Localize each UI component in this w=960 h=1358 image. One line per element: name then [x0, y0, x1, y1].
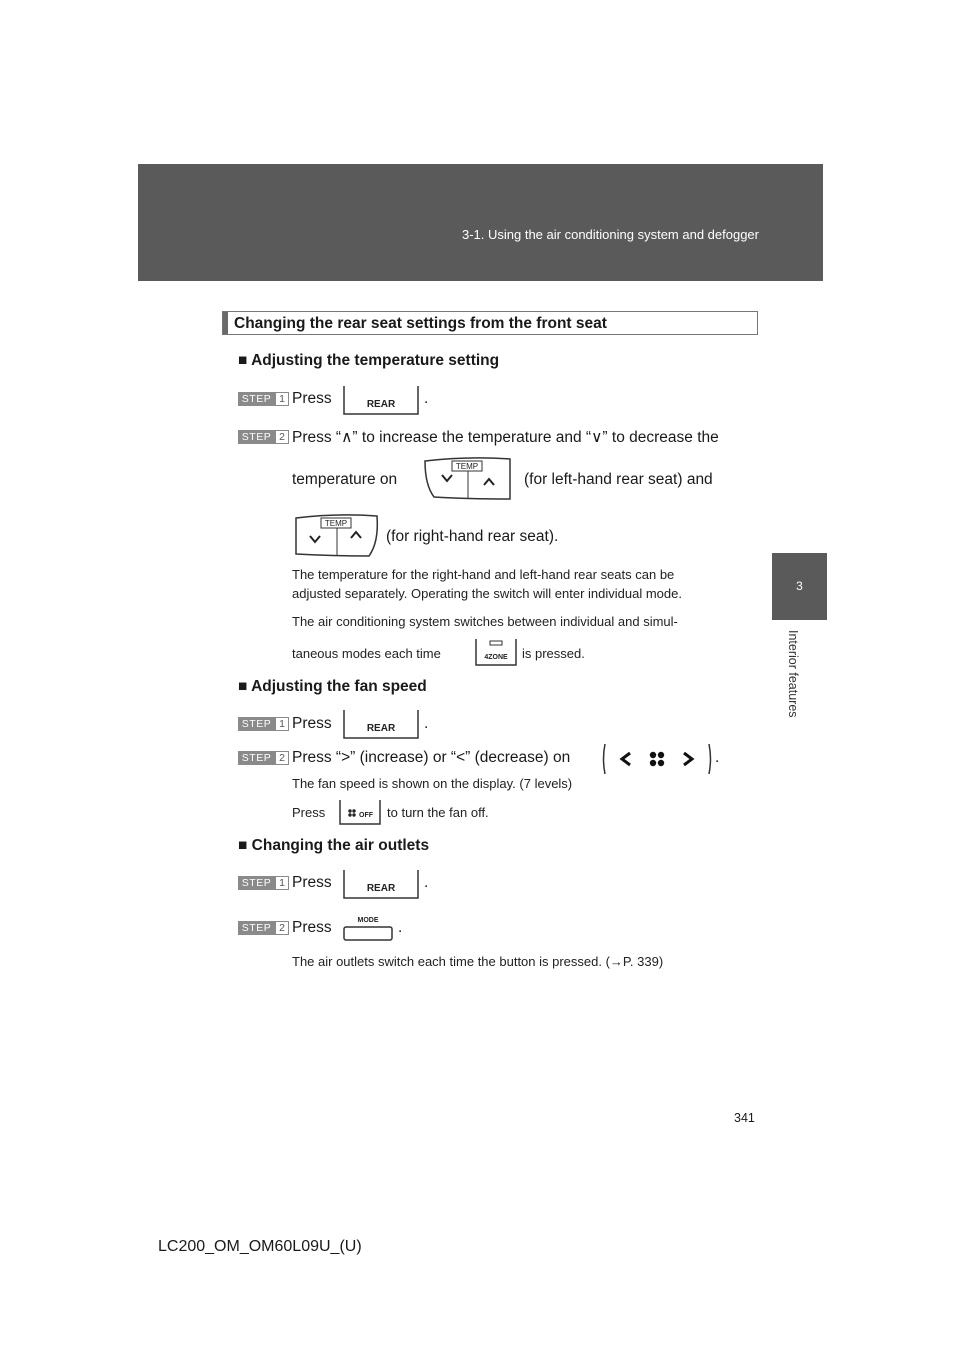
step-badge-word: STEP [238, 751, 275, 765]
fan-icon [650, 752, 664, 766]
temperature-heading: ■ Adjusting the temperature setting [238, 352, 500, 369]
fan-off-button-label: OFF [359, 812, 373, 819]
step-badge-number: 2 [275, 430, 289, 444]
temp-note1-line2: adjusted separately. Operating the switch will enter individual mode. [292, 586, 682, 601]
chapter-side-tab [772, 553, 827, 620]
chapter-header [138, 164, 823, 281]
fan-note2-press: Press [292, 805, 326, 820]
fan-note1: The fan speed is shown on the display. (7 levels) [292, 776, 573, 791]
left-temp-switch-icon [422, 455, 514, 503]
outlet-note: The air outlets switch each time the button is pressed. (→P. 339) [292, 954, 664, 969]
temp-note1-line1: The temperature for the right-hand and left-hand rear seats can be [292, 567, 675, 582]
rear-button-label: REAR [366, 723, 396, 734]
step-badge [238, 430, 289, 444]
temp-switch-label: TEMP [324, 519, 348, 528]
fan-off-button-icon [338, 798, 382, 826]
step-badge [238, 751, 289, 765]
section-title-bar [223, 312, 228, 334]
step-badge-word: STEP [238, 921, 275, 935]
step-badge-number: 1 [275, 717, 289, 731]
rear-button-label: REAR [366, 883, 396, 894]
step-badge-word: STEP [238, 392, 275, 406]
right-temp-switch-icon [293, 512, 381, 560]
temp-step2-line2a: temperature on [292, 471, 398, 488]
section-title-box [222, 311, 758, 335]
fan-note2-post: to turn the fan off. [387, 805, 489, 820]
chapter-side-label-text: Interior features [786, 630, 800, 718]
step-badge-number: 1 [275, 876, 289, 890]
four-zone-button-icon [474, 637, 518, 667]
step-badge [238, 392, 289, 406]
fan-step1-period: . [424, 715, 429, 732]
fan-speed-heading: ■ Adjusting the fan speed [238, 678, 427, 695]
four-zone-button-label: 4ZONE [484, 654, 508, 661]
air-outlets-heading: ■ Changing the air outlets [238, 837, 430, 854]
temp-step2-line3: (for right-hand rear seat). [386, 528, 559, 545]
fan-step2-period: . [715, 749, 720, 766]
chapter-header-title: 3-1. Using the air conditioning system and defogger [461, 227, 759, 242]
footer-code: LC200_OM_OM60L09U_(U) [158, 1238, 362, 1255]
outlet-step2-period: . [398, 919, 403, 936]
outlet-step1-period: . [424, 874, 429, 891]
page-number: 341 [734, 1111, 755, 1125]
section-title: Changing the rear seat settings from the front seat [234, 315, 607, 332]
fan-small-icon [348, 809, 355, 816]
step-badge [238, 921, 289, 935]
temp-step1-period: . [424, 390, 429, 407]
step-badge-word: STEP [238, 430, 275, 444]
fan-step2-text: Press “>” (increase) or “<” (decrease) on [292, 749, 571, 766]
mode-button-label: MODE [357, 917, 379, 924]
chapter-number: 3 [796, 579, 803, 593]
step-badge [238, 717, 289, 731]
step-badge-number: 2 [275, 921, 289, 935]
mode-button-icon [342, 913, 394, 943]
outlet-step1-press: Press [292, 874, 332, 891]
temp-note2-line2a: taneous modes each time [292, 646, 441, 661]
temp-step1-press: Press [292, 390, 332, 407]
fan-speed-switch-icon [602, 742, 712, 776]
outlet-step2-press: Press [292, 919, 332, 936]
temp-switch-label: TEMP [455, 462, 479, 471]
chapter-side-label [786, 630, 810, 740]
step-badge-word: STEP [238, 717, 275, 731]
step-badge [238, 876, 289, 890]
fan-step1-press: Press [292, 715, 332, 732]
rear-button-label: REAR [366, 399, 396, 410]
step-badge-word: STEP [238, 876, 275, 890]
rear-button-icon [342, 384, 420, 416]
step-badge-number: 2 [275, 751, 289, 765]
rear-button-icon [342, 868, 420, 900]
rear-button-icon [342, 708, 420, 740]
temp-note2-line2b: is pressed. [522, 646, 585, 661]
temp-step2-line1: Press “∧” to increase the temperature and “∨” to decrease the [292, 429, 719, 446]
step-badge-number: 1 [275, 392, 289, 406]
temp-step2-line2b: (for left-hand rear seat) and [524, 471, 713, 488]
temp-note2-line1: The air conditioning system switches between individual and simul- [292, 614, 678, 629]
